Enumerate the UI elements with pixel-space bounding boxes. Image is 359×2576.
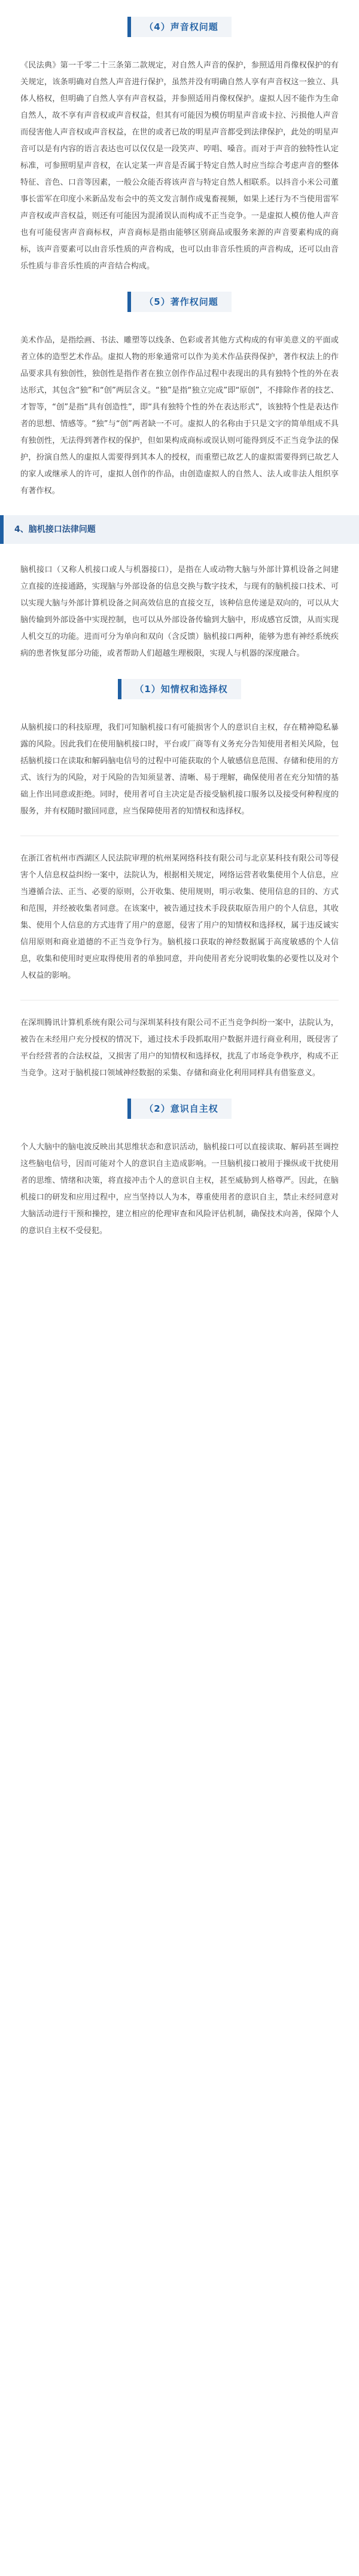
- paragraph: 在浙江省杭州市西湖区人民法院审理的杭州某网络科技有限公司与北京某科技有限公司等侵害个人信息权益纠纷一案中，法院认为，根据相关规定，网络运营者收集使用个人信息，应当遵循合法、正当、必要的原则，公开收集、使用规则，明示收集、使用信息的目的、方式和范围，并经被收集者同意。在该案中，被告通过技术手段获取原告用户的个人信息，其收集、使用个人信息的方式违背了用户的意愿，侵害了用户的知情权和选择权，属于违反诚实信用原则和商业道德的不正当竞争行为。脑机接口获取的神经数据属于高度敏感的个人信息，收集和使用时更应取得使用者的单独同意，并向使用者充分说明收集的必要性以及对个人权益的影响。: [20, 854, 339, 980]
- paragraph: 《民法典》第一千零二十三条第二款规定，对自然人声音的保护，参照适用肖像权保护的有关规定，该条明确对自然人声音进行保护，虽然并没有明确自然人享有声音权这一独立、具体人格权，但明确了自然人享有声音权益，并参照适用肖像权保护。虚拟人因不能作为生命自然人，故不享有声音权或声音权益，但其有可能因为模仿明星声音或卡拉、污损他人声音而侵害他人声音权或声音权益，在世的或者已故的明星声音都受到法律保护，此处的明星声音可以是有内容的语言表达也可以仅仅是一段笑声、哼唱、嗓音。而对于声音的独特性认定标准，可参照明星声音权，在认定某一声音是否属于特定自然人时应当综合考虑声音的整体特征、音色、口音等因素，一般公众能否将该声音与特定自然人相联系。以抖音小米公司董事长雷军在印度小米新品发布会中的英文发言制作成鬼畜视频，如果上述行为不当使用雷军声音权或声音权益，则还有可能因为混淆误认而构成不正当竞争。一是虚拟人模仿他人声音也有可能侵害声音商标权，声音商标是指由能够区别商品或服务来源的声音要素构成的商标，该声音要素可以由音乐性质的声音构成，也可以由非音乐性质的声音构成，还可以由音乐性质与非音乐性质的声音结合构成。: [20, 61, 339, 271]
- section-title: （4）声音权问题: [131, 17, 231, 37]
- section-title: （1）知情权和选择权: [121, 679, 241, 699]
- paragraph: 在深圳腾讯计算机系统有限公司与深圳某科技有限公司不正当竞争纠纷一案中，法院认为，被告在未经用户充分授权的情况下，通过技术手段抓取用户数据并进行商业利用，既侵害了平台经营者的合法权益，又损害了用户的知情权和选择权，扰乱了市场竞争秩序，构成不正当竞争。这对于脑机接口领域神经数据的采集、存储和商业化利用同样具有借鉴意义。: [20, 1018, 339, 1078]
- section-title: （5）著作权问题: [131, 292, 231, 312]
- paragraph: 个人大脑中的脑电波反映出其思维状态和意识活动，脑机接口可以直接读取、解码甚至调控这些脑电信号，因而可能对个人的意识自主造成影响。一旦脑机接口被用于操纵或干扰使用者的思维、情绪和决策，将直接冲击个人的意识自主权，甚至威胁到人格尊严。因此，在脑机接口的研发和应用过程中，应当坚持以人为本，尊重使用者的意识自主，禁止未经同意对大脑活动进行干预和操控，建立相应的伦理审查和风险评估机制，确保技术向善，保障个人的意识自主权不受侵犯。: [20, 1143, 339, 1235]
- section-heading-copyright: [0, 292, 359, 312]
- paragraph: 美术作品，是指绘画、书法、雕塑等以线条、色彩或者其他方式构成的有审美意义的平面或者立体的造型艺术作品。虚拟人物的形象通常可以作为美术作品获得保护，著作权法上的作品要求具有独创性，独创性是指作者在独立创作作品过程中表现出的具有独特个性的外在表达形式，其包含“独”和“创”两层含义。“独”是指“独立完成”即“原创”，不排除作者的技艺、才智等，“创”是指“具有创造性”，即“具有独特个性的外在表达形式”，该独特个性是表达作者的思想、情感等。“独”与“创”两者缺一不可。虚拟人的名称由于只是文字的简单组成不具有独创性，无法得到著作权的保护，但如果构成商标或误认则可能得到反不正当竞争法的保护，扮演自然人的虚拟人需要得到其本人的授权，而重塑已故艺人的虚拟需要得到已故艺人的家人或继承人的许可，虚拟人创作的作品，由创造虚拟人的自然人、法人或非法人组织享有著作权。: [20, 336, 339, 495]
- section-heading-autonomy: [0, 1099, 359, 1119]
- section-heading-sound: [0, 17, 359, 37]
- paragraph: 脑机接口（又称人机接口或人与机器接口），是指在人或动物大脑与外部计算机设备之间建立直接的连接通路，实现脑与外部设备的信息交换与数字技术，与现有的脑机接口技术、可以实现大脑与外部计算机设备之间高效信息的直接交互，该种信息传递是双向的，可以从大脑传输到外部设备中实现控制，也可以从外部设备传输到大脑中，形成感官反馈，从而实现人机交互的功能。进而可分为单向和双向（含反馈）脑机接口两种，能够为患有神经系统疾病的患者恢复部分功能，或者帮助人们超越生理极限，实现人与机器的深度融合。: [20, 565, 339, 658]
- section-title: （2）意识自主权: [131, 1099, 231, 1119]
- chapter-heading-bci: 4、脑机接口法律问题: [0, 515, 359, 544]
- section-heading-privacy: [0, 679, 359, 699]
- paragraph: 从脑机接口的科技原理，我们可知脑机接口有可能损害个人的意识自主权，存在精神隐私暴露的风险。因此我们在使用脑机接口时，平台或厂商等有义务充分告知使用者相关风险，包括脑机接口在读取和解码脑电信号的过程中可能获取的个人敏感信息范围、存储和使用的方式、该行为的风险，对于风险的告知须显著、清晰、易于理解，确保使用者在充分知情的基础上作出同意或拒绝。同时，使用者可自主决定是否接受脑机接口服务以及接受何种程度的服务，并有权随时撤回同意，应当保障使用者的知情权和选择权。: [20, 723, 339, 816]
- divider: [20, 1000, 339, 1001]
